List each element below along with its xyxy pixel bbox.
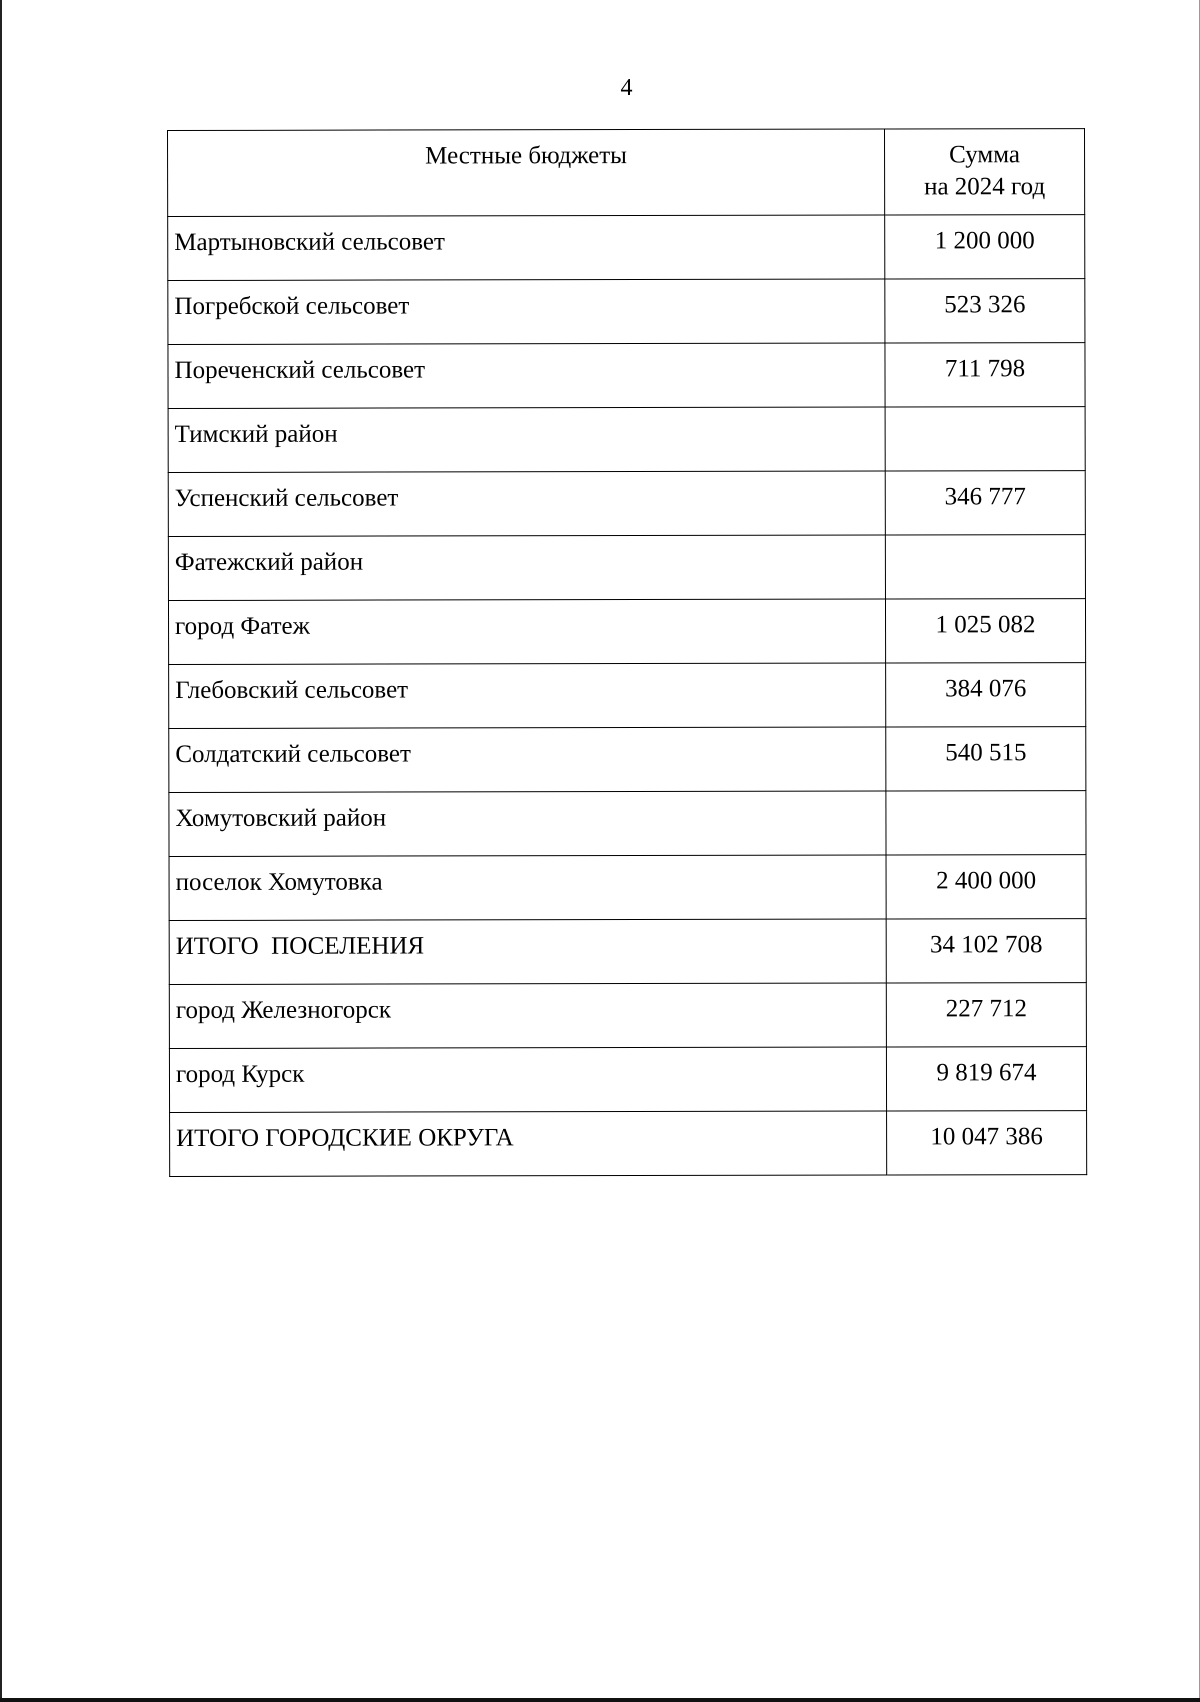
table-row — [169, 983, 1086, 1049]
page-number: 4 — [620, 75, 633, 101]
table-row — [168, 407, 1085, 473]
row-sum: 523 326 — [885, 279, 1085, 343]
row-sum — [886, 791, 1086, 855]
table-row — [168, 279, 1085, 345]
row-name: город Курск — [169, 1047, 886, 1113]
table-row — [168, 599, 1085, 665]
row-sum: 2 400 000 — [886, 855, 1086, 919]
row-sum: 34 102 708 — [886, 919, 1086, 983]
table-row — [168, 215, 1085, 281]
row-sum: 227 712 — [886, 983, 1086, 1047]
row-sum: 384 076 — [886, 663, 1086, 727]
table-row-total-city-districts — [170, 1111, 1087, 1177]
row-sum — [885, 407, 1085, 471]
row-sum: 1 025 082 — [885, 599, 1085, 663]
header-sum-line1: Сумма — [949, 141, 1020, 169]
row-name: Солдатский сельсовет — [169, 727, 886, 793]
row-sum: 9 819 674 — [886, 1047, 1086, 1111]
table-row — [168, 471, 1085, 537]
row-name: город Фатеж — [168, 599, 885, 665]
table-row — [168, 343, 1085, 409]
row-sum: 346 777 — [885, 471, 1085, 535]
table-row-total-settlements — [169, 919, 1086, 985]
row-sum: 540 515 — [886, 727, 1086, 791]
row-name: Глебовский сельсовет — [169, 663, 886, 729]
row-name: ИТОГО ГОРОДСКИЕ ОКРУГА — [170, 1111, 887, 1177]
budget-table — [167, 128, 1087, 1177]
row-name: Погребской сельсовет — [168, 279, 885, 345]
table-row — [169, 727, 1086, 793]
row-sum — [885, 535, 1085, 599]
table-row — [169, 855, 1086, 921]
table-header-row — [168, 129, 1085, 217]
scan-left-edge — [0, 0, 2, 1702]
row-name: ИТОГО ПОСЕЛЕНИЯ — [169, 919, 886, 985]
header-local-budgets: Местные бюджеты — [168, 129, 885, 217]
table-row — [169, 663, 1086, 729]
row-name: Мартыновский сельсовет — [168, 215, 885, 281]
row-name: город Железногорск — [169, 983, 886, 1049]
table-row — [168, 535, 1085, 601]
table-row — [169, 791, 1086, 857]
row-sum: 10 047 386 — [887, 1111, 1087, 1175]
row-sum: 1 200 000 — [885, 215, 1085, 279]
row-name: поселок Хомутовка — [169, 855, 886, 921]
row-name: Пореченский сельсовет — [168, 343, 885, 409]
header-sum-line2: на 2024 год — [924, 173, 1046, 201]
header-sum-2024 — [884, 129, 1084, 215]
scan-bottom-edge — [0, 1698, 1200, 1702]
row-name: Успенский сельсовет — [168, 471, 885, 537]
row-name: Тимский район — [168, 407, 885, 473]
row-sum: 711 798 — [885, 343, 1085, 407]
row-name: Фатежский район — [168, 535, 885, 601]
row-name: Хомутовский район — [169, 791, 886, 857]
table-row — [169, 1047, 1086, 1113]
